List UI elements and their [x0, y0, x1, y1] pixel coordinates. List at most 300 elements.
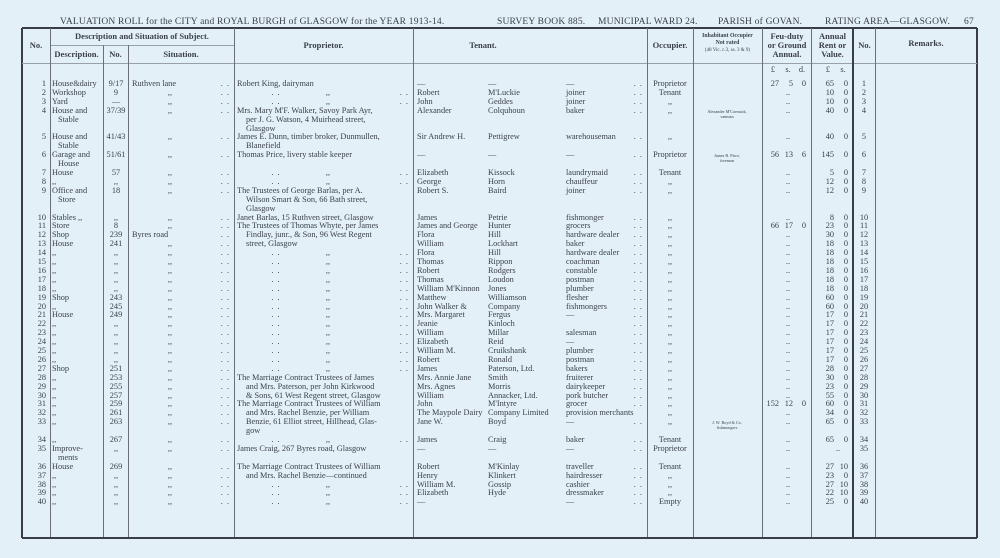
tenant-surname: Smith	[488, 372, 508, 382]
leader-dots: . .	[220, 354, 230, 364]
tenant-surname: Colquhoun	[488, 105, 525, 115]
row-number-right: 9	[861, 185, 867, 195]
feu-empty: ..	[785, 96, 791, 106]
rent-shillings: 0	[843, 230, 848, 240]
tenant-surname: Reid	[488, 337, 504, 347]
leader-dots: . .	[220, 301, 230, 311]
leader-dots: . .	[220, 346, 230, 355]
description: ments	[58, 452, 78, 462]
leader-dots: . .	[220, 381, 230, 391]
ditto-mark: ,,	[325, 435, 331, 444]
situation: ,,	[167, 354, 173, 364]
tenant-first-name: William M.	[417, 346, 456, 355]
tenant-first-name: Elizabeth	[417, 337, 449, 347]
row-number: 31	[37, 399, 46, 409]
situation: ,,	[167, 337, 173, 347]
rent-shillings: 0	[843, 168, 848, 177]
occupier: ,,	[667, 274, 673, 284]
situation: ,,	[167, 399, 173, 409]
proprietor: and Mrs. Paterson, per John Kirkwood	[246, 381, 375, 391]
tenant-surname: Rippon	[488, 257, 513, 266]
leader-dots: . .	[271, 248, 281, 258]
house-number: ,,	[113, 319, 119, 329]
proprietor: Robert King, dairyman	[237, 79, 314, 88]
tenant-occupation: bakers	[566, 363, 588, 373]
proprietor: street, Glasgow	[246, 239, 298, 249]
house-number: 251	[109, 363, 123, 373]
tenant-first-name: James and George	[417, 221, 478, 231]
house-number: ,,	[113, 470, 119, 480]
tenant-first-name: Flora	[417, 248, 435, 258]
occupier: ,,	[667, 310, 673, 320]
tenant-first-name: Jane W.	[417, 417, 443, 427]
tenant-first-name: William	[417, 328, 444, 338]
row-number-right: 25	[859, 346, 869, 355]
description: Stable	[58, 141, 79, 151]
leader-dots: . .	[271, 328, 281, 338]
leader-dots: . .	[633, 390, 643, 400]
tenant-first-name: James	[417, 363, 438, 373]
row-number: 8	[41, 176, 46, 186]
house-number: 239	[109, 230, 123, 240]
occupier: ,,	[667, 417, 673, 427]
leader-dots: . .	[271, 310, 281, 320]
tenant-occupation: postman	[566, 274, 595, 284]
description: ,,	[52, 372, 57, 382]
parish: PARISH of GOVAN.	[718, 17, 803, 27]
situation: ,,	[167, 461, 173, 471]
leader-dots: . .	[633, 274, 643, 284]
situation: ,,	[167, 310, 173, 320]
leader-dots: . .	[633, 381, 643, 391]
rent-pounds: 27	[825, 461, 834, 471]
situation: ,,	[167, 479, 173, 489]
occupier: Tenant	[658, 168, 682, 177]
feu-empty: ..	[785, 328, 791, 338]
col-divider	[234, 28, 235, 537]
rent-pounds: 17	[825, 328, 834, 338]
row-number-right: 34	[859, 435, 869, 444]
tenant-first-name: Thomas	[417, 274, 444, 284]
ditto-mark: ,,	[325, 292, 331, 302]
rent-shillings: 0	[843, 337, 848, 347]
situation: ,,	[167, 265, 173, 275]
feu-empty: ..	[785, 319, 791, 329]
leader-dots: . .	[220, 408, 230, 418]
feu-shillings: 5	[788, 79, 793, 88]
row-number-right: 27	[859, 363, 869, 373]
tenant-first-name: Jeanie	[417, 319, 438, 329]
leader-dots: . .	[271, 363, 281, 373]
feu-empty: ..	[785, 354, 791, 364]
proprietor: Mrs. Mary M'F. Walker, Savoy Park Ayr,	[237, 105, 373, 115]
situation: ,,	[167, 319, 173, 329]
ditto-mark: ,,	[325, 168, 331, 177]
leader-dots: . .	[633, 461, 643, 471]
description: House	[52, 461, 74, 471]
rent-pounds: 23	[825, 221, 834, 231]
description: Shop	[52, 363, 70, 373]
leader-dots: . .	[633, 488, 643, 498]
description: ,,	[52, 417, 57, 427]
row-number-right: 13	[859, 239, 869, 249]
leader-dots: . .	[633, 168, 643, 177]
leader-dots: . .	[220, 105, 230, 115]
feu-empty: ..	[785, 301, 791, 311]
inhabitant-header-line: (48 Vic. c.3, ss. 3 & 9)	[704, 48, 751, 53]
tenant-occupation: chauffeur	[566, 176, 598, 186]
proprietor: Glasgow	[246, 203, 276, 213]
leader-dots: . .	[633, 443, 643, 453]
proprietor: Wilson Smart & Son, 66 Bath street,	[246, 194, 368, 204]
leader-dots: . .	[220, 470, 230, 480]
row-number-right: 1	[861, 79, 867, 88]
tenant-occupation: coachman	[566, 257, 600, 266]
feu-empty: ..	[785, 248, 791, 258]
tenant-occupation: traveller	[566, 461, 594, 471]
rent-shillings: 0	[843, 105, 848, 115]
rent-shillings: 0	[843, 274, 848, 284]
feu-empty: ..	[785, 176, 791, 186]
leader-dots: . .	[633, 301, 643, 311]
feu-shillings: 12	[784, 399, 793, 409]
house-number: ,,	[113, 488, 119, 498]
tenant-first-name: Flora	[417, 230, 435, 240]
leader-dots: . .	[220, 212, 230, 222]
tenant-surname: Craig	[488, 435, 507, 444]
ditto-mark: ,,	[325, 96, 331, 106]
leader-dots: . .	[399, 283, 409, 293]
rent-shillings: 0	[843, 87, 848, 97]
tenant-occupation: postman	[566, 354, 595, 364]
leader-dots: . .	[220, 390, 230, 400]
feu-empty: ..	[785, 132, 791, 142]
row-number: 7	[41, 168, 46, 177]
situation: ,,	[167, 328, 173, 338]
feu-empty: ..	[785, 283, 791, 293]
leader-dots: . .	[220, 221, 230, 231]
row-number-right: 8	[861, 176, 867, 186]
rent-shillings: 0	[843, 435, 848, 444]
tenant-surname: Company	[488, 301, 521, 311]
leader-dots: . .	[633, 230, 643, 240]
rent-shillings: 0	[843, 132, 848, 142]
feu-shillings: 17	[784, 221, 793, 231]
leader-dots: . .	[220, 488, 230, 498]
leader-dots: . .	[220, 337, 230, 347]
leader-dots: . .	[220, 372, 230, 382]
description: ,,	[52, 265, 57, 275]
feu-empty: ..	[785, 265, 791, 275]
row-number: 20	[37, 301, 46, 311]
tenant-surname: Morris	[488, 381, 511, 391]
house-number: 257	[109, 390, 123, 400]
tenant-occupation: baker	[566, 435, 585, 444]
feu-empty: ..	[785, 417, 791, 427]
house-number: 241	[109, 239, 123, 249]
rent-shillings: 0	[843, 248, 848, 258]
col-header-description: Description.	[54, 49, 99, 59]
tenant-surname: Loudon	[488, 274, 514, 284]
leader-dots: . .	[633, 435, 643, 444]
proprietor: and Mrs. Rachel Benzie—continued	[246, 470, 367, 480]
situation: ,,	[167, 168, 173, 177]
row-number-right: 4	[861, 105, 867, 115]
rent-pounds: 60	[825, 399, 834, 409]
rent-shillings: 0	[843, 221, 848, 231]
description: House and	[52, 105, 88, 115]
description: Yard	[52, 96, 68, 106]
leader-dots: . .	[220, 497, 230, 507]
proprietor: James E. Dunn, timber broker, Dunmullen,	[237, 132, 380, 142]
tenant-surname: Hill	[488, 230, 501, 240]
row-number: 32	[37, 408, 46, 418]
tenant-occupation: grocers	[566, 221, 591, 231]
ditto-mark: ,,	[325, 497, 331, 507]
row-number: 30	[37, 390, 46, 400]
leader-dots: . .	[271, 168, 281, 177]
col-divider	[413, 28, 414, 537]
leader-dots: . .	[271, 257, 281, 266]
row-number-right: 37	[859, 470, 869, 480]
tenant-occupation: cashier	[566, 479, 590, 489]
row-number: 33	[37, 417, 46, 427]
tenant-occupation: —	[566, 337, 575, 347]
tenant-first-name: The Maypole Dairy	[417, 408, 483, 418]
description: ,,	[52, 248, 57, 258]
row-number: 29	[37, 381, 46, 391]
leader-dots: . .	[220, 87, 230, 97]
situation: ,,	[167, 363, 173, 373]
inhabitant-header-line: Not rated	[715, 40, 740, 46]
rent-pounds: 30	[825, 230, 834, 240]
header-divider	[22, 63, 977, 64]
col-header-house-no: No.	[109, 49, 122, 59]
tenant-first-name: Thomas	[417, 257, 444, 266]
row-number: 28	[37, 372, 46, 382]
house-number: 57	[111, 168, 121, 177]
tenant-first-name: —	[417, 150, 426, 160]
rent-pounds: 17	[825, 337, 834, 347]
rent-shillings: 0	[843, 363, 848, 373]
leader-dots: . .	[633, 79, 643, 88]
feu-empty: ..	[785, 470, 791, 480]
leader-dots: . .	[220, 319, 230, 329]
tenant-surname: Cruikshank	[488, 346, 527, 355]
proprietor: gow	[246, 426, 261, 436]
row-number: 1	[41, 79, 46, 88]
inhabitant-occupier: Alexander M'Cormack,	[707, 108, 747, 114]
occupier: ,,	[667, 221, 673, 231]
tenant-surname: Ronald	[488, 354, 512, 364]
leader-dots: . .	[220, 257, 230, 266]
tenant-occupation: —	[566, 417, 575, 427]
description: Shop	[52, 230, 70, 240]
leader-dots: . .	[633, 150, 643, 160]
table-bottom-border	[22, 537, 977, 539]
description: Improve-	[52, 443, 83, 453]
tenant-first-name: William M.	[417, 479, 456, 489]
feu-pence: 6	[801, 150, 806, 160]
occupier: ,,	[667, 185, 673, 195]
rent-pounds: 60	[825, 292, 834, 302]
leader-dots: . .	[633, 283, 643, 293]
tenant-surname: M'Kinlay	[488, 461, 520, 471]
description: ,,	[52, 257, 57, 266]
feu-empty: ..	[785, 87, 791, 97]
feu-empty: ..	[785, 105, 791, 115]
feu-shillings: 13	[784, 150, 793, 160]
row-number: 9	[41, 185, 46, 195]
house-number: 245	[109, 301, 123, 311]
rent-shillings: 10	[839, 488, 848, 498]
situation: ,,	[167, 497, 173, 507]
occupier: ,,	[667, 283, 673, 293]
tenant-occupation: warehouseman	[566, 132, 616, 142]
proprietor: The Trustees of Thomas Whyte, per James	[237, 221, 379, 231]
rent-pounds: 18	[825, 283, 834, 293]
situation: ,,	[167, 470, 173, 480]
rent-shillings: 0	[843, 96, 848, 106]
rent-unit-shillings: s.	[840, 65, 846, 74]
proprietor: Blanefield	[246, 141, 281, 151]
situation: ,,	[167, 87, 173, 97]
feu-empty: ..	[785, 257, 791, 266]
leader-dots: . .	[220, 461, 230, 471]
leader-dots: . .	[271, 479, 281, 489]
house-number: ,,	[113, 265, 119, 275]
situation: ,,	[167, 417, 173, 427]
leader-dots: . .	[399, 292, 409, 302]
description: Store	[52, 221, 70, 231]
row-number-right: 17	[859, 274, 869, 284]
leader-dots: . .	[399, 488, 409, 498]
tenant-first-name: —	[417, 79, 426, 88]
rent-pounds: 12	[825, 185, 834, 195]
row-number-right: 21	[859, 310, 869, 320]
rent-pounds: 18	[825, 265, 834, 275]
inhabitant-header-line: Inhabitant Occupier	[702, 33, 753, 39]
tenant-occupation: fishmongers	[566, 301, 608, 311]
tenant-occupation: dairykeeper	[566, 381, 606, 391]
rent-pounds: 40	[825, 105, 834, 115]
situation: ,,	[167, 221, 173, 231]
description: Office and	[52, 185, 88, 195]
ditto-mark: ,,	[325, 310, 331, 320]
survey-book: SURVEY BOOK 885.	[497, 17, 586, 27]
inhabitant-occupier: James B. Price,	[714, 153, 740, 159]
row-number-right: 28	[859, 372, 869, 382]
leader-dots: . .	[220, 435, 230, 444]
leader-dots: . .	[399, 248, 409, 258]
situation: ,,	[167, 443, 173, 453]
situation: Ruthven lane	[132, 79, 177, 88]
rent-shillings: 0	[843, 79, 848, 88]
tenant-occupation: joiner	[566, 96, 586, 106]
feu-empty: ..	[785, 381, 791, 391]
feu-empty: ..	[785, 488, 791, 498]
tenant-surname: Fergus	[488, 310, 511, 320]
leader-dots: . .	[220, 96, 230, 106]
description: ,,	[52, 328, 57, 338]
occupier: ,,	[667, 257, 673, 266]
page-number: 67	[964, 17, 974, 27]
tenant-surname: Horn	[488, 176, 506, 186]
leader-dots: . .	[220, 310, 230, 320]
rent-pounds: 18	[825, 239, 834, 249]
situation: ,,	[167, 248, 173, 258]
feu-empty: ..	[785, 479, 791, 489]
feu-empty: ..	[785, 274, 791, 284]
row-number: 35	[37, 443, 46, 453]
ditto-mark: ,,	[325, 354, 331, 364]
feu-empty: ..	[785, 185, 791, 195]
proprietor: The Marriage Contract Trustees of William	[237, 399, 381, 409]
occupier: Proprietor	[653, 150, 687, 160]
leader-dots: . .	[271, 176, 281, 186]
leader-dots: . .	[271, 87, 281, 97]
house-number: ,,	[113, 443, 119, 453]
row-number: 10	[37, 212, 46, 222]
rent-pounds: 17	[825, 310, 834, 320]
leader-dots: . .	[633, 248, 643, 258]
row-number: 18	[37, 283, 46, 293]
row-number: 3	[41, 96, 46, 106]
tenant-surname: Jones	[488, 283, 507, 293]
col-header-feu-duty	[762, 32, 812, 59]
feu-empty: ..	[785, 337, 791, 347]
tenant-occupation: joiner	[566, 87, 586, 97]
ditto-mark: ,,	[325, 319, 331, 329]
proprietor: per J. G. Watson, 4 Muirhead street,	[246, 114, 366, 124]
tenant-occupation: —	[566, 443, 575, 453]
description: ,,	[52, 354, 57, 364]
col-header-no: No.	[29, 40, 43, 50]
description: ,,	[52, 319, 57, 329]
leader-dots: . .	[399, 274, 409, 284]
leader-dots: . .	[399, 346, 409, 355]
tenant-surname: Annacker, Ltd.	[488, 390, 538, 400]
description: ,,	[52, 488, 57, 498]
situation: ,,	[167, 239, 173, 249]
situation: ,,	[167, 257, 173, 266]
description: Stables ,,	[52, 212, 83, 222]
rent-pounds: 34	[825, 408, 834, 418]
leader-dots: . .	[633, 417, 643, 427]
leader-dots: . .	[220, 185, 230, 195]
leader-dots: . .	[220, 150, 230, 160]
leader-dots: . .	[399, 337, 409, 347]
situation: ,,	[167, 150, 173, 160]
description: ,,	[52, 435, 57, 444]
description: ,,	[52, 479, 57, 489]
description: ,,	[52, 470, 57, 480]
row-number: 22	[37, 319, 46, 329]
feu-empty: ..	[785, 390, 791, 400]
situation: ,,	[167, 488, 173, 498]
leader-dots: . .	[271, 354, 281, 364]
tenant-occupation: baker	[566, 105, 585, 115]
description: ,,	[52, 337, 57, 347]
rent-shillings: 10	[839, 461, 848, 471]
situation: ,,	[167, 185, 173, 195]
tenant-surname: Kissock	[488, 168, 515, 177]
row-number: 15	[37, 257, 46, 266]
proprietor: & Sons, 61 West Regent street, Glasgow	[246, 390, 381, 400]
tenant-first-name: George	[417, 176, 442, 186]
leader-dots: . .	[633, 328, 643, 338]
occupier: ,,	[667, 354, 673, 364]
